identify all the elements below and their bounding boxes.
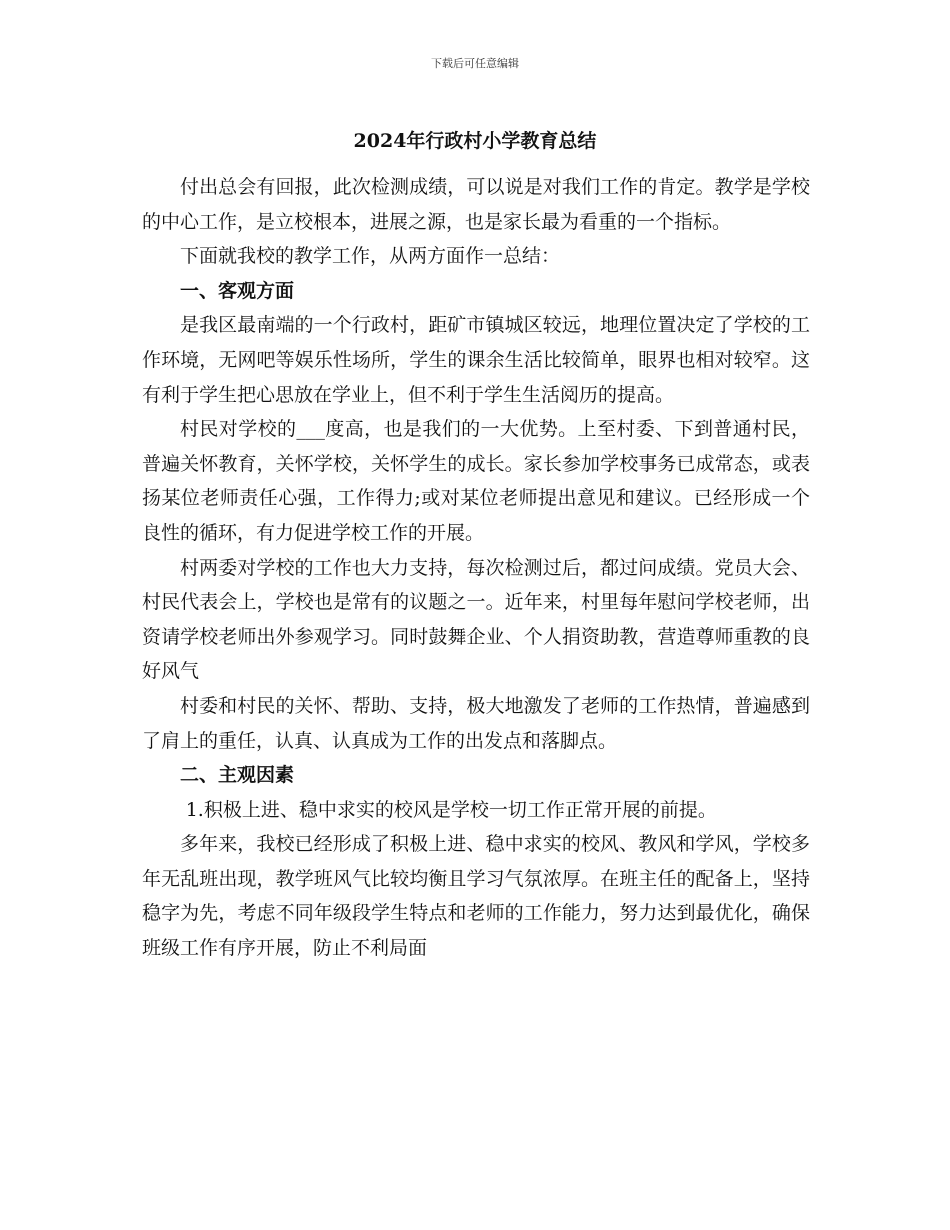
section-heading-objective: 一、客观方面 [180,279,295,302]
paragraph-overview: 下面就我校的教学工作，从两方面作一总结： [180,245,561,268]
numbered-point-1: 1.积极上进、稳中求实的校风是学校一切工作正常开展的前提。 [185,798,717,821]
paragraph-intro: 付出总会有回报，此次检测成绩，可以说是对我们工作的肯定。教学是学校的中心工作，是立校根本，进展之源，也是家长最为看重的一个指标。 [142,176,810,233]
paragraph-support: 村委和村民的关怀、帮助、支持，极大地激发了老师的工作热情，普遍感到了肩上的重任，认真、认真成为工作的出发点和落脚点。 [142,694,810,752]
paragraph-school-spirit: 多年来，我校已经形成了积极上进、稳中求实的校风、教风和学风，学校多年无乱班出现，教学班风气比较均衡且学习气氛浓厚。在班主任的配备上，坚持稳字为先，考虑不同年级段学生特点和老师的工作能力，努力达到最优化，确保班级工作有序开展，防止不利局面 [142,833,810,960]
header-note: 下载后可任意编辑 [431,57,519,70]
document-title: 2024年行政村小学教育总结 [353,130,597,152]
paragraph-village-committee: 村两委对学校的工作也大力支持，每次检测过后，都过问成绩。党员大会、村民代表会上，学校也是常有的议题之一。近年来，村里每年慰问学校老师，出资请学校老师出外参观学习。同时鼓舞企业、个人捐资助教，营造尊师重教的良好风气 [142,556,810,683]
paragraph-location: 是我区最南端的一个行政村，距矿市镇城区较远，地理位置决定了学校的工作环境，无网吧等娱乐性场所，学生的课余生活比较简单，眼界也相对较窄。这有利于学生把心思放在学业上，但不利于学生生活阅历的提高。 [142,314,810,406]
document-body [142,170,810,966]
section-heading-subjective: 二、主观因素 [180,764,295,787]
paragraph-villagers: 村民对学校的___度高，也是我们的一大优势。上至村委、下到普通村民，普遍关怀教育，关怀学校，关怀学生的成长。家长参加学校事务已成常态，或表扬某位老师责任心强，工作得力;或对某位老师提出意见和建议。已经形成一个良性的循环，有力促进学校工作的开展。 [142,418,810,544]
